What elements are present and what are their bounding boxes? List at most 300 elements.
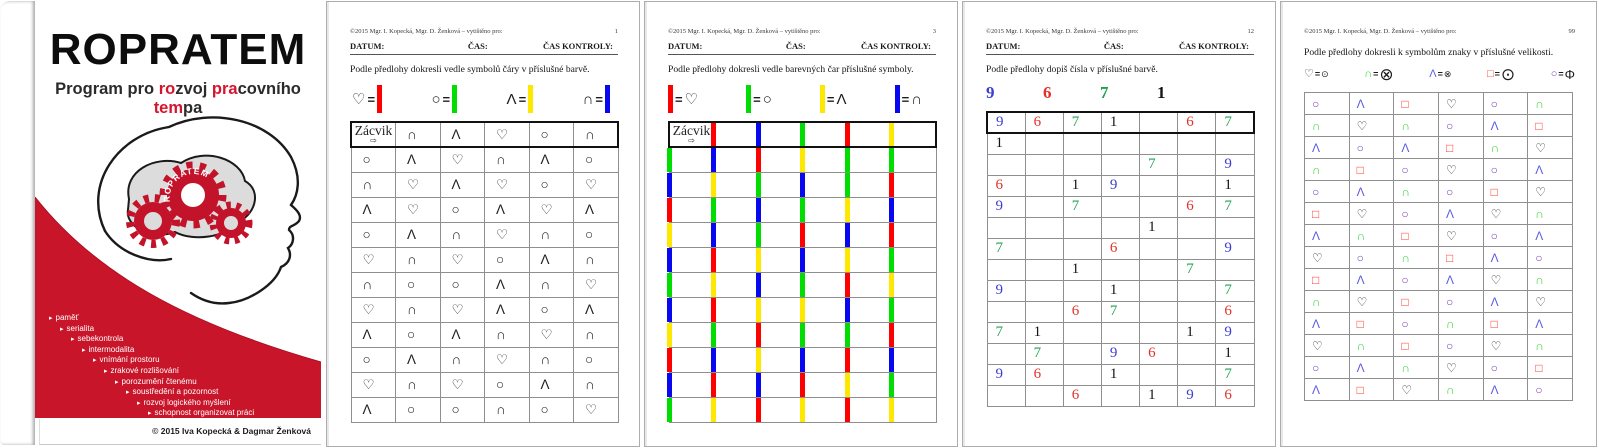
cell-symbol: □	[1490, 184, 1498, 199]
cell-color-bar	[845, 273, 850, 297]
cell-symbol: ○	[1490, 162, 1498, 177]
cell-symbol: ○	[1312, 96, 1320, 111]
cell-color-bar	[889, 273, 894, 297]
grid-cell	[987, 154, 1025, 175]
spine-copyright: © 2015 KaŽ	[9, 369, 20, 427]
grid-cell: Λ	[396, 147, 441, 172]
cell-number: 7	[1224, 198, 1232, 214]
grid-cell: ∩	[440, 222, 485, 247]
cell-color-bar	[845, 198, 850, 222]
cell-color-bar	[711, 348, 716, 372]
grid-cell	[1394, 225, 1439, 247]
cell-color-bar	[667, 223, 672, 247]
grid-cell	[714, 147, 759, 172]
legend-item	[1304, 69, 1329, 80]
spine-title-rest: - Program pro rozvoj pracovního tempa	[8, 75, 19, 272]
cell-symbol: ♡	[1312, 250, 1323, 265]
grid-cell	[758, 397, 803, 422]
subtitle-red-fragment: ro	[158, 80, 176, 98]
grid-cell	[1216, 322, 1254, 343]
grid-cell: Λ	[351, 197, 396, 222]
legend-target-mark: ⊗	[1443, 68, 1452, 79]
cell-number: 1	[1186, 324, 1194, 340]
legend-symbol: ∩	[911, 90, 922, 108]
cell-number: 7	[1224, 366, 1232, 382]
legend-color-bar	[528, 85, 533, 113]
grid-cell: ∩	[396, 122, 441, 147]
legend-symbol: ○	[762, 90, 772, 108]
cell-color-bar	[756, 173, 761, 197]
grid-cell	[1025, 301, 1063, 322]
grid-cell	[1178, 154, 1216, 175]
grid-cell	[714, 347, 759, 372]
grid-cell: ♡	[440, 297, 485, 322]
grid-cell	[847, 272, 892, 297]
cell-color-bar	[800, 223, 805, 247]
cell-symbol: Λ	[1490, 382, 1499, 397]
cell-color-bar	[756, 398, 761, 422]
legend-number: 6	[1043, 83, 1052, 102]
cell-symbol: ○	[1445, 338, 1454, 353]
book-pages-edge	[39, 419, 321, 445]
grid-cell	[987, 133, 1025, 154]
cell-color-bar	[800, 348, 805, 372]
cas-kontroly-label: ČAS KONTROLY:	[542, 41, 613, 51]
grid-cell	[669, 247, 714, 272]
cell-color-bar	[756, 298, 761, 322]
grid-cell: Λ	[485, 272, 530, 297]
grid-cell	[1483, 203, 1528, 225]
grid-cell	[669, 372, 714, 397]
grid-cell	[847, 122, 892, 147]
grid-cell	[987, 196, 1025, 217]
grid-cell	[1305, 269, 1350, 291]
subtitle-fragment: Program pro	[55, 80, 159, 98]
grid-cell	[892, 197, 937, 222]
grid-cell: ♡	[351, 247, 396, 272]
page-header	[350, 28, 618, 35]
cell-symbol: ♡	[1490, 206, 1502, 221]
cell-symbol: ∩	[1445, 316, 1455, 331]
grid-cell	[1394, 313, 1439, 335]
cell-symbol: Λ	[1535, 228, 1544, 243]
grid-cell	[1305, 203, 1350, 225]
cell-number: 1	[1224, 345, 1232, 361]
legend-symbol: ♡	[684, 90, 699, 108]
grid-cell	[1216, 154, 1254, 175]
grid-cell	[1483, 115, 1528, 137]
grid-cell	[987, 217, 1025, 238]
cell-symbol: ○	[1312, 184, 1320, 199]
grid-cell	[1178, 217, 1216, 238]
grid-cell	[1438, 93, 1483, 115]
cell-symbol: Λ	[1312, 140, 1321, 155]
cell-symbol: ∩	[1401, 184, 1410, 199]
worksheet-grid	[1304, 92, 1573, 401]
grid-cell	[1216, 238, 1254, 259]
legend-symbol: Λ	[1429, 67, 1437, 80]
cell-symbol: ○	[1445, 294, 1454, 309]
grid-cell	[758, 297, 803, 322]
grid-cell	[1438, 159, 1483, 181]
grid-cell: ♡	[485, 122, 530, 147]
grid-cell	[847, 397, 892, 422]
grid-cell: ○	[574, 147, 619, 172]
grid-cell	[1394, 247, 1439, 269]
grid-cell	[1025, 280, 1063, 301]
cell-color-bar	[667, 148, 672, 172]
cell-symbol: □	[1356, 382, 1364, 397]
cell-color-bar	[667, 248, 672, 272]
cell-symbol: ♡	[1490, 272, 1502, 287]
cell-color-bar	[667, 373, 672, 397]
grid-cell	[1140, 259, 1178, 280]
grid-cell	[1101, 259, 1139, 280]
grid-cell	[1394, 93, 1439, 115]
cell-symbol: Λ	[1312, 382, 1321, 397]
cell-color-bar	[667, 298, 672, 322]
cell-symbol: □	[1490, 316, 1498, 331]
task-instruction: Podle předlohy dokresli vedle symbolů čáry v příslušné barvě.	[350, 64, 590, 75]
cell-color-bar	[889, 148, 894, 172]
cell-number: 9	[1109, 177, 1118, 193]
legend-symbol: ∩	[582, 90, 594, 108]
grid-cell: ∩	[396, 297, 441, 322]
cell-symbol: ○	[1445, 118, 1454, 133]
grid-cell	[1140, 217, 1178, 238]
grid-cell	[714, 172, 759, 197]
skill-item	[115, 377, 254, 388]
cell-color-bar	[756, 348, 761, 372]
grid-cell: Λ	[351, 397, 396, 422]
cell-number: 7	[1071, 198, 1080, 214]
grid-cell	[1140, 343, 1178, 364]
cell-color-bar	[889, 373, 894, 397]
grid-cell	[1216, 301, 1254, 322]
cell-symbol: ○	[1356, 140, 1364, 155]
grid-cell	[1140, 322, 1178, 343]
page-header	[986, 28, 1254, 35]
grid-cell	[987, 343, 1025, 364]
grid-cell	[1438, 379, 1483, 401]
cell-number: 7	[995, 324, 1003, 340]
cell-color-bar	[800, 123, 805, 146]
cell-number: 7	[1071, 114, 1080, 130]
subtitle-fragment: zvoj	[175, 80, 212, 98]
grid-cell	[1528, 115, 1573, 137]
grid-cell	[1483, 225, 1528, 247]
legend-symbol: Λ	[836, 90, 847, 108]
cell-color-bar	[889, 123, 894, 146]
cell-color-bar	[845, 398, 850, 422]
cell-symbol: Λ	[1490, 250, 1499, 265]
cell-number: 9	[1224, 324, 1232, 340]
grid-cell	[1140, 133, 1178, 154]
cell-color-bar	[756, 373, 761, 397]
worksheet-page-99	[1280, 1, 1597, 447]
grid-cell	[892, 172, 937, 197]
grid-cell	[847, 197, 892, 222]
grid-cell	[1101, 112, 1139, 133]
header-copyright: ©2015 Mgr. I. Kopecká, Mgr. D. Ženková – vytištěno pro:	[986, 28, 1139, 35]
grid-cell: ♡	[574, 172, 619, 197]
grid-cell: Λ	[396, 347, 441, 372]
page-number: 12	[1247, 28, 1254, 35]
grid-cell	[1394, 335, 1439, 357]
grid-cell	[1216, 217, 1254, 238]
grid-cell	[803, 397, 848, 422]
cell-color-bar	[845, 173, 850, 197]
grid-cell	[892, 122, 937, 147]
grid-cell	[1101, 385, 1139, 406]
grid-cell	[803, 122, 848, 147]
cell-color-bar	[889, 173, 894, 197]
grid-cell	[1140, 385, 1178, 406]
skill-item	[82, 345, 254, 356]
cell-symbol: ♡	[1535, 184, 1547, 199]
grid-cell	[1394, 203, 1439, 225]
worksheet-page-12	[962, 1, 1276, 447]
grid-cell: ♡	[485, 347, 530, 372]
equals-sign: =	[826, 91, 835, 107]
legend-number: 9	[986, 83, 995, 102]
grid-cell	[1528, 335, 1573, 357]
cell-number: 9	[1186, 387, 1194, 403]
cell-symbol: Λ	[1401, 140, 1410, 155]
legend-item	[1429, 69, 1451, 80]
grid-cell	[1305, 93, 1350, 115]
skills-list	[49, 313, 254, 418]
grid-cell	[1305, 357, 1350, 379]
grid-cell	[1216, 343, 1254, 364]
page-number: 3	[932, 28, 936, 35]
legend-item	[352, 85, 382, 113]
grid-cell: ○	[485, 372, 530, 397]
grid-cell	[1394, 379, 1439, 401]
grid-cell	[1305, 225, 1350, 247]
cell-symbol: ○	[1401, 206, 1409, 221]
grid-cell	[714, 322, 759, 347]
grid-cell	[1394, 291, 1439, 313]
grid-cell	[714, 397, 759, 422]
grid-cell	[669, 197, 714, 222]
grid-cell	[1349, 313, 1394, 335]
grid-cell	[1483, 313, 1528, 335]
worksheet-grid	[350, 121, 619, 423]
cas-label: ČAS:	[467, 41, 488, 51]
skill-bullet: ▸	[93, 357, 97, 365]
skill-item	[93, 355, 254, 366]
cell-number: 6	[1033, 114, 1042, 130]
grid-cell	[1483, 269, 1528, 291]
grid-cell	[1528, 159, 1573, 181]
cell-number: 6	[1186, 198, 1194, 214]
cell-color-bar	[711, 223, 716, 247]
grid-cell	[758, 222, 803, 247]
grid-cell: ♡	[440, 247, 485, 272]
grid-cell	[1025, 364, 1063, 385]
cell-color-bar	[711, 323, 716, 347]
cell-color-bar	[845, 248, 850, 272]
header-copyright: ©2015 Mgr. I. Kopecká, Mgr. D. Ženková – vytištěno pro:	[668, 28, 821, 35]
grid-cell	[1349, 93, 1394, 115]
zacvik-arrow-icon: ⇨	[370, 135, 377, 145]
gear-text: ROPRATEM	[161, 165, 211, 203]
grid-cell: Λ	[529, 372, 574, 397]
cell-symbol: ∩	[1490, 140, 1500, 155]
grid-cell	[714, 197, 759, 222]
grid-cell: ∩	[574, 322, 619, 347]
grid-cell	[1305, 313, 1350, 335]
legend-item	[1551, 68, 1575, 81]
equals-sign: =	[442, 91, 451, 107]
cell-symbol: ♡	[1356, 206, 1368, 221]
grid-cell: ○	[351, 347, 396, 372]
grid-cell: ∩	[574, 247, 619, 272]
equals-sign: =	[675, 91, 683, 107]
page-number: 99	[1568, 28, 1575, 35]
grid-cell: ○	[440, 272, 485, 297]
cell-number: 1	[1071, 177, 1080, 193]
grid-cell: ∩	[396, 372, 441, 397]
grid-cell	[987, 175, 1025, 196]
skill-label: soustředění a pozornost	[132, 387, 219, 397]
cell-color-bar	[889, 198, 894, 222]
cell-number: 7	[1224, 114, 1232, 130]
grid-cell	[1101, 364, 1139, 385]
grid-cell	[1178, 112, 1216, 133]
legend-symbol: ○	[431, 90, 441, 108]
grid-cell	[1305, 115, 1350, 137]
header-copyright: ©2015 Mgr. I. Kopecká, Mgr. D. Ženková – vytištěno pro:	[1304, 28, 1457, 35]
grid-cell	[987, 301, 1025, 322]
cell-symbol: ♡	[1445, 360, 1457, 375]
cell-symbol: ○	[1401, 162, 1409, 177]
grid-cell	[1483, 291, 1528, 313]
skill-item	[49, 313, 254, 324]
cell-color-bar	[845, 298, 850, 322]
legend-target-mark: ⊙	[1321, 68, 1329, 79]
cell-symbol: □	[1445, 250, 1454, 265]
cell-color-bar	[800, 298, 805, 322]
grid-cell	[1063, 154, 1101, 175]
grid-cell	[987, 364, 1025, 385]
subtitle-red-fragment: pra	[211, 80, 238, 98]
number-legend	[986, 81, 1254, 105]
grid-cell	[669, 347, 714, 372]
grid-cell: Λ	[351, 322, 396, 347]
cell-color-bar	[711, 298, 716, 322]
grid-cell	[1305, 379, 1350, 401]
task-instruction: Podle předlohy dokresli vedle barevných čar příslušné symboly.	[668, 64, 914, 75]
cell-symbol: ○	[1490, 228, 1498, 243]
grid-cell: ♡	[574, 397, 619, 422]
cell-symbol: Λ	[1356, 96, 1365, 111]
grid-cell	[1528, 203, 1573, 225]
cell-symbol: ∩	[1535, 96, 1544, 111]
grid-cell	[1528, 247, 1573, 269]
legend-item	[1364, 66, 1393, 83]
cell-color-bar	[667, 198, 672, 222]
grid-cell: ♡	[485, 222, 530, 247]
grid-cell	[803, 147, 848, 172]
spine-title	[8, 15, 19, 271]
grid-cell	[1349, 203, 1394, 225]
cas-label: ČAS:	[1103, 41, 1124, 51]
grid-cell	[847, 322, 892, 347]
grid-cell	[1063, 238, 1101, 259]
grid-cell: ∩	[485, 397, 530, 422]
grid-cell	[1101, 343, 1139, 364]
grid-cell	[1483, 247, 1528, 269]
cell-symbol: Λ	[1356, 184, 1365, 199]
cell-number: 6	[1033, 366, 1042, 382]
grid-cell	[803, 197, 848, 222]
legend-color-bar	[746, 85, 751, 113]
grid-cell: Λ	[529, 247, 574, 272]
cell-number: 9	[995, 282, 1003, 298]
cell-number: 1	[1109, 114, 1118, 130]
grid-cell	[1216, 196, 1254, 217]
grid-cell	[1349, 115, 1394, 137]
grid-cell: ♡	[440, 147, 485, 172]
grid-cell	[1063, 280, 1101, 301]
grid-cell	[1178, 364, 1216, 385]
grid-cell: ∩	[396, 247, 441, 272]
cas-kontroly-label: ČAS KONTROLY:	[860, 41, 931, 51]
cell-number: 9	[1224, 240, 1232, 256]
skill-bullet: ▸	[115, 378, 119, 386]
cell-number: 1	[1224, 177, 1232, 193]
cell-color-bar	[889, 248, 894, 272]
cell-symbol: □	[1401, 96, 1409, 111]
worksheet-grid	[986, 111, 1255, 407]
legend-color-bar	[452, 85, 457, 113]
grid-cell	[758, 122, 803, 147]
grid-cell	[1178, 259, 1216, 280]
cell-symbol: ∩	[1312, 162, 1321, 177]
cell-number: 6	[1224, 303, 1232, 319]
grid-cell	[1025, 133, 1063, 154]
skill-label: rozvoj logického myšlení	[143, 397, 231, 407]
grid-cell: Λ	[440, 322, 485, 347]
grid-cell	[1025, 154, 1063, 175]
page-number: 1	[614, 28, 618, 35]
book-front-cover	[35, 1, 321, 418]
grid-cell: ∩	[485, 322, 530, 347]
grid-cell	[1438, 247, 1483, 269]
grid-cell	[758, 147, 803, 172]
grid-cell: Λ	[440, 172, 485, 197]
cell-color-bar	[889, 298, 894, 322]
grid-cell: ♡	[574, 272, 619, 297]
grid-cell	[1438, 181, 1483, 203]
equals-sign: =	[1437, 69, 1443, 79]
cell-number: 7	[1033, 345, 1042, 361]
legend-symbol: Λ	[506, 90, 517, 108]
cell-symbol: □	[1445, 140, 1454, 155]
book-title: ROPRATEM	[49, 25, 307, 74]
worksheet-page-3	[644, 1, 958, 447]
grid-cell	[714, 247, 759, 272]
cell-symbol: ○	[1490, 360, 1498, 375]
legend-color-bar	[895, 85, 900, 113]
cell-color-bar	[889, 348, 894, 372]
grid-cell	[1063, 322, 1101, 343]
cell-color-bar	[800, 273, 805, 297]
cell-color-bar	[756, 198, 761, 222]
grid-cell: ○	[440, 197, 485, 222]
